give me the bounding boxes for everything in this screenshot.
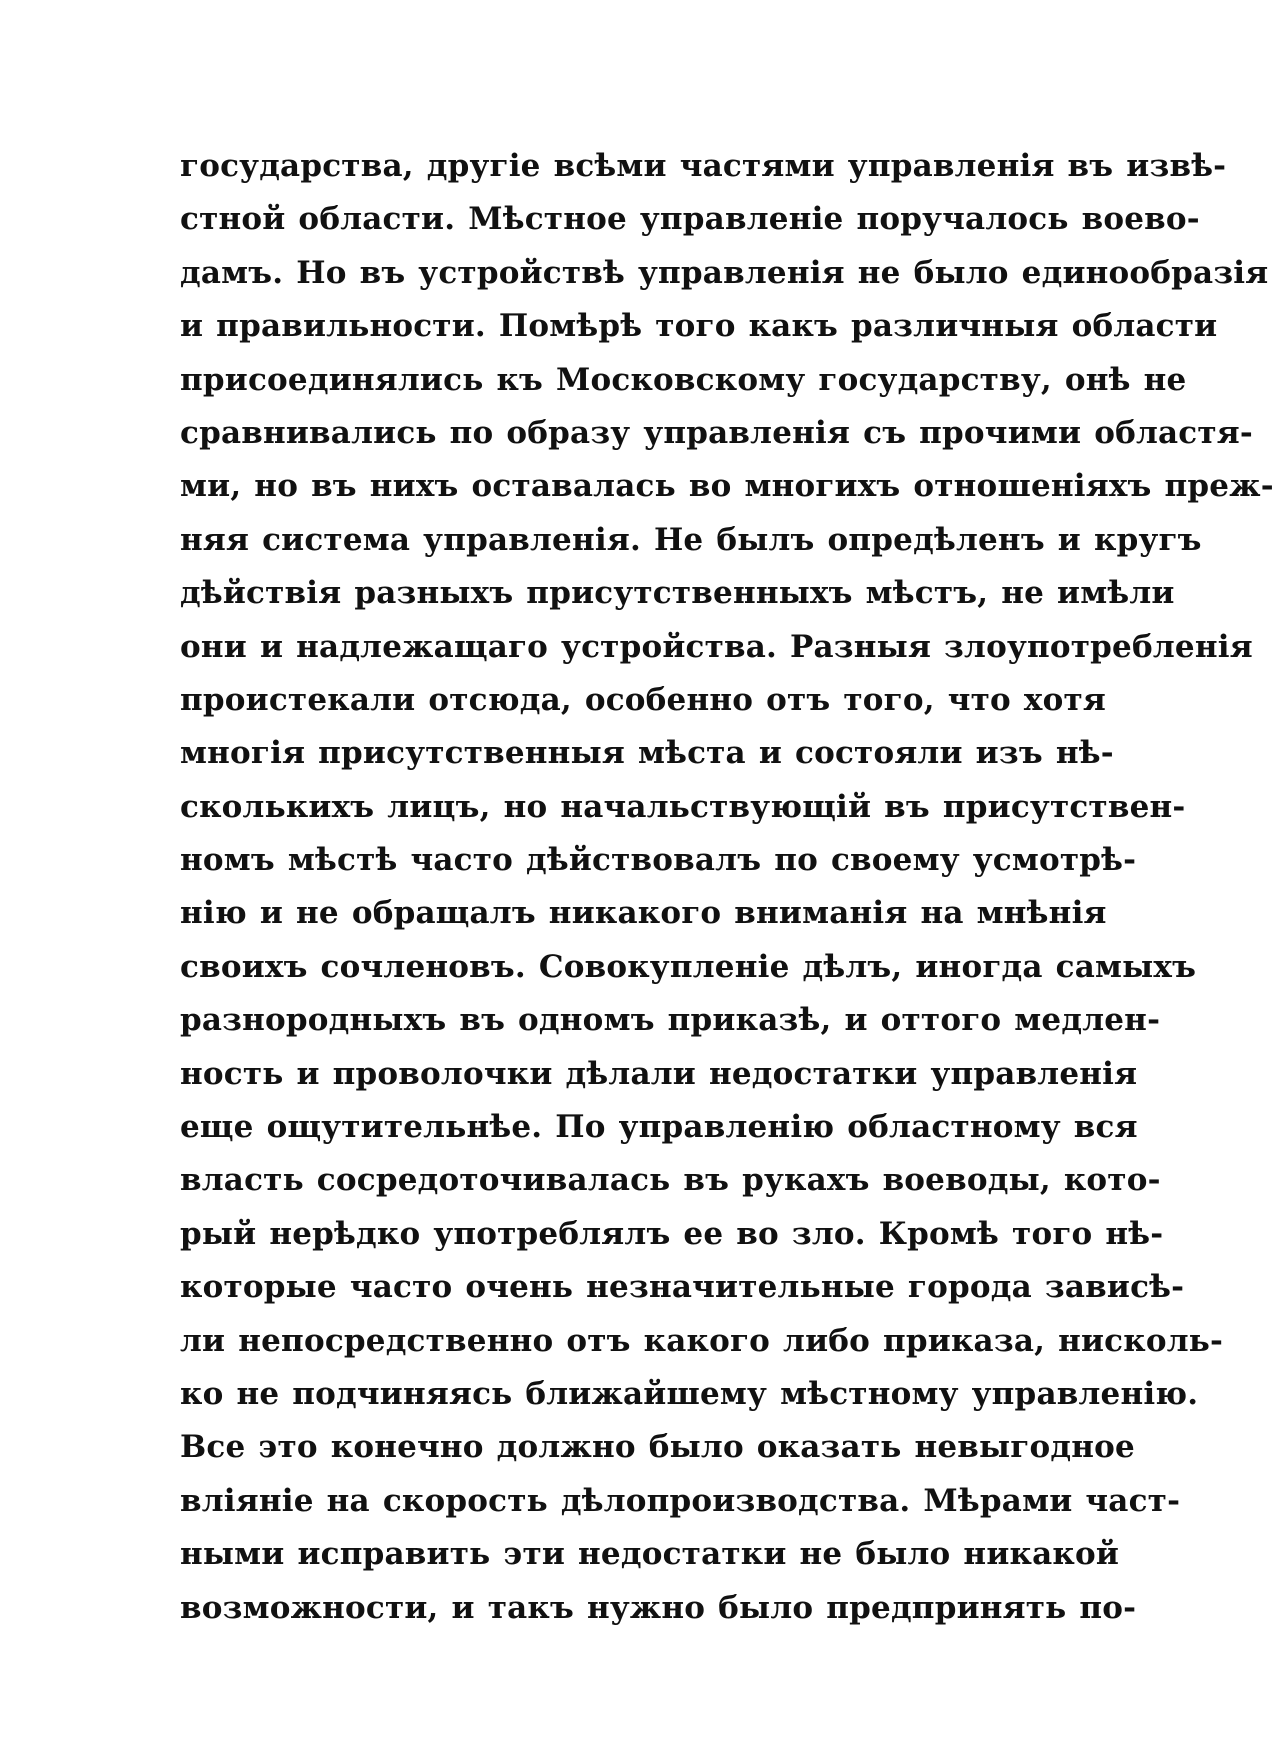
text-line: сколькихъ лицъ, но начальствующій въ присутствен- xyxy=(180,788,1186,825)
text-line: нію и не обращалъ никакого вниманія на мнѣнія xyxy=(180,895,1107,932)
text-line: которые часто очень незначительные города зависѣ- xyxy=(180,1269,1185,1306)
text-line: номъ мѣстѣ часто дѣйствовалъ по своему усмотрѣ- xyxy=(180,842,1137,879)
text-line: дѣйствія разныхъ присутственныхъ мѣстъ, не имѣли xyxy=(180,575,1175,612)
text-line: проистекали отсюда, особенно отъ того, что хотя xyxy=(180,681,1106,718)
text-line: своихъ сочленовъ. Совокупленіе дѣлъ, иногда самыхъ xyxy=(180,948,1197,985)
text-line: ли непосредственно отъ какого либо приказа, нисколь- xyxy=(180,1322,1224,1359)
text-line: государства, другіе всѣми частями управленія въ извѣ- xyxy=(180,148,1227,184)
text-line: сравнивались по образу управленія съ прочими областя- xyxy=(180,414,1253,451)
text-line: присоединялись къ Московскому государству, онѣ не xyxy=(180,361,1187,398)
text-line: рый нерѣдко употреблялъ ее во зло. Кромѣ того нѣ- xyxy=(180,1215,1164,1252)
text-line: власть сосредоточивалась въ рукахъ воеводы, кото- xyxy=(180,1162,1161,1199)
text-line: возможности, и такъ нужно было предпринять по- xyxy=(180,1589,1137,1626)
text-line: Все это конечно должно было оказать невыгодное xyxy=(180,1429,1135,1466)
text-line: многія присутственныя мѣста и состояли изъ нѣ- xyxy=(180,735,1114,772)
text-line: вліяніе на скорость дѣлопроизводства. Мѣрами част- xyxy=(180,1482,1181,1519)
text-line: они и надлежащаго устройства. Разныя злоупотребленія xyxy=(180,628,1253,665)
text-line: стной области. Мѣстное управленіе поручалось воево- xyxy=(180,201,1200,238)
text-line: еще ощутительнѣе. По управленію областному вся xyxy=(180,1109,1138,1146)
text-line: ными исправить эти недостатки не было никакой xyxy=(180,1536,1120,1573)
text-line: разнородныхъ въ одномъ приказѣ, и оттого медлен- xyxy=(180,1002,1161,1039)
body-text xyxy=(180,140,1274,1635)
text-line: дамъ. Но въ устройствѣ управленія не было единообразія xyxy=(180,254,1269,291)
text-line: няя система управленія. Не былъ опредѣленъ и кругъ xyxy=(180,521,1202,558)
text-line: ко не подчиняясь ближайшему мѣстному управленію. xyxy=(180,1375,1199,1412)
text-line: и правильности. Помѣрѣ того какъ различныя области xyxy=(180,308,1218,345)
text-line: ность и проволочки дѣлали недостатки управленія xyxy=(180,1055,1138,1092)
text-line: ми, но въ нихъ оставалась во многихъ отношеніяхъ преж- xyxy=(180,468,1274,505)
